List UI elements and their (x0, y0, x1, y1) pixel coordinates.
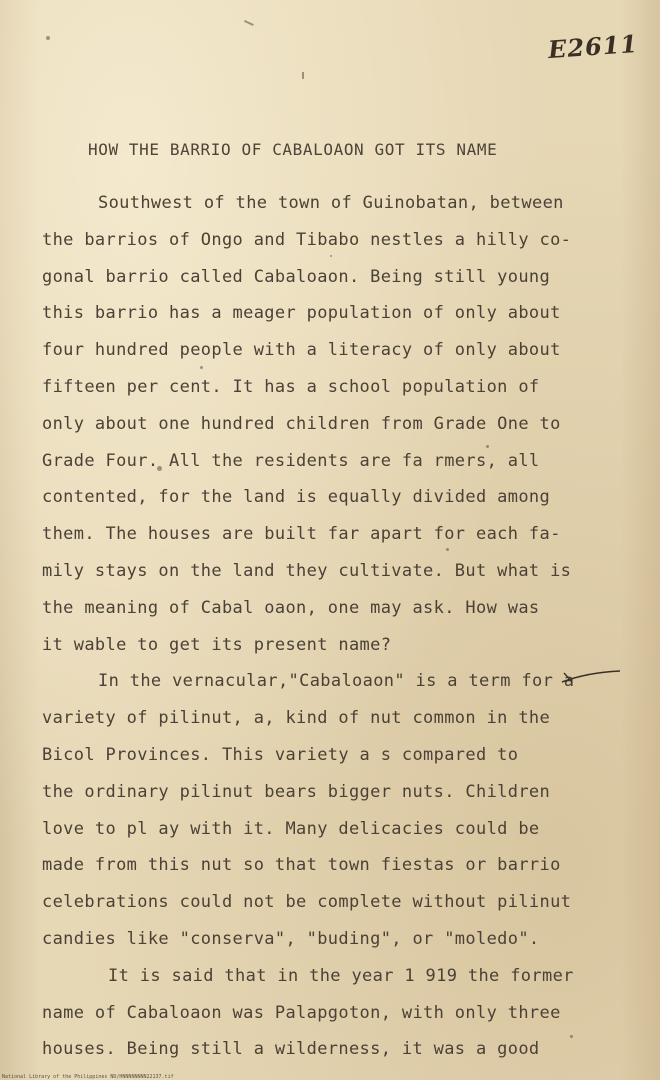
text-line: the meaning of Cabal oaon, one may ask. How was (42, 597, 540, 618)
text-line: only about one hundred children from Grade One to (42, 413, 561, 434)
text-line: Grade Four. All the residents are fa rmers, all (42, 450, 540, 471)
text-line: celebrations could not be complete without pilinut (42, 892, 572, 913)
text-line: four hundred people with a literacy of only about (42, 340, 561, 361)
handwritten-mark-icon (560, 670, 622, 684)
text-line: it wable to get its present name? (42, 634, 392, 655)
text-line: In the vernacular,"Cabaloaon" is a term for a (98, 671, 575, 692)
text-line: made from this nut so that town fiestas or barrio (42, 855, 561, 876)
archive-footer: National Library of the Philippines ND/HNNNNNNNN22137.tif (2, 1074, 174, 1080)
text-line: name of Cabaloaon was Palapgoton, with only three (42, 1002, 561, 1023)
text-line: this barrio has a meager population of only about (42, 303, 561, 324)
text-line: them. The houses are built far apart for each fa- (42, 524, 561, 545)
text-line: mily stays on the land they cultivate. But what is (42, 560, 572, 581)
text-line: gonal barrio called Cabaloaon. Being still young (42, 266, 551, 287)
text-line: It is said that in the year 1 919 the former (108, 965, 574, 986)
body-text (42, 185, 622, 1068)
text-line: contented, for the land is equally divided among (42, 487, 551, 508)
text-line: variety of pilinut, a, kind of nut common in the (42, 708, 551, 729)
text-line: houses. Being still a wilderness, it was a good (42, 1039, 540, 1060)
text-line: candies like "conserva", "buding", or "moledo". (42, 928, 540, 949)
text-line: the barrios of Ongo and Tibabo nestles a hilly co- (42, 229, 572, 250)
text-line: love to pl ay with it. Many delicacies could be (42, 818, 540, 839)
document-number: E2611 (547, 28, 639, 65)
document-title: HOW THE BARRIO OF CABALOAON GOT ITS NAME (88, 140, 498, 159)
text-line: fifteen per cent. It has a school population of (42, 376, 540, 397)
text-line: Southwest of the town of Guinobatan, between (98, 193, 564, 213)
text-line: Bicol Provinces. This variety a s compared to (42, 744, 519, 765)
text-line: the ordinary pilinut bears bigger nuts. Children (42, 781, 551, 802)
